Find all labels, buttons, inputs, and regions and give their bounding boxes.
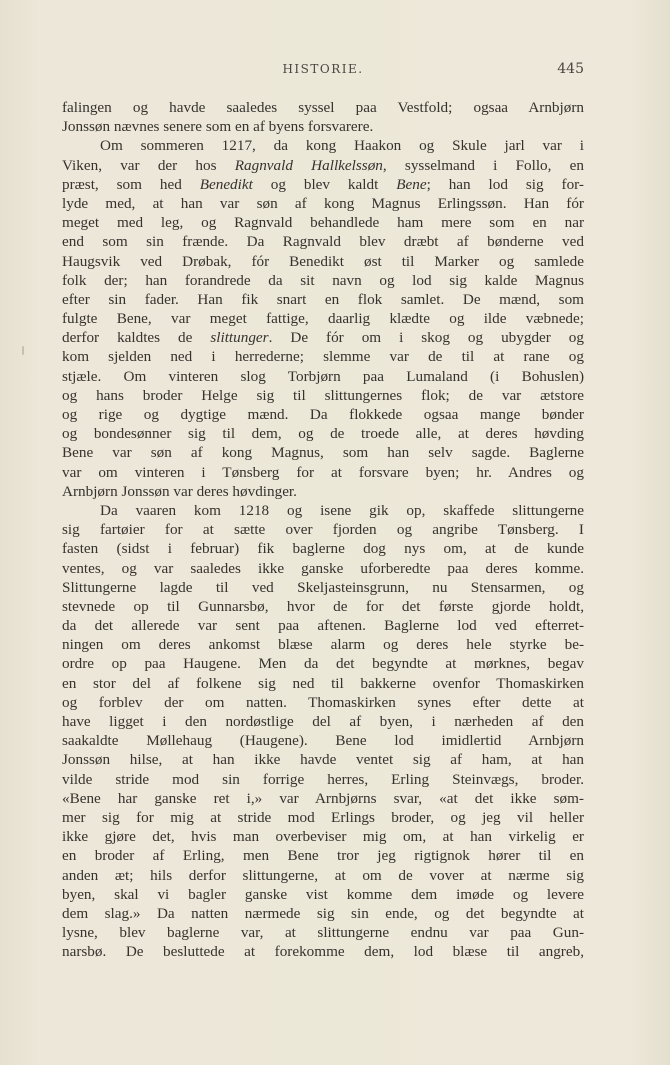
text-line: «Bene har ganske ret i,» var Arnbjørns svar, «at det ikke søm- <box>62 789 584 807</box>
text-line: sig fartøier for at sætte over fjorden og angribe Tønsberg. I <box>62 521 584 539</box>
text-line: og rige og dygtige mænd. Da flokkede ogsaa mange bønder <box>62 406 584 423</box>
text-line: Arnbjørn Jonssøn var deres høvdinger. <box>62 482 297 500</box>
text-line: en broder af Erling, men Bene tror jeg rigtignok hører til en <box>62 847 584 865</box>
text-line: kom sjelden ned i herrederne; slemme var de til at rane og <box>62 348 584 366</box>
text-line: byen, skal vi bagler ganske vist komme dem imøde og levere <box>62 885 584 903</box>
text-line: præst, som hed Benedikt og blev kaldt Bene; han lod sig for- <box>62 175 584 193</box>
text-line: da det allerede var sent paa aftenen. Baglerne lod ved efterret- <box>62 617 584 635</box>
text-line: anden æt; hils derfor slittungerne, at om de vover at nærme sig <box>62 866 584 884</box>
text-line: Slittungerne lagde til ved Skeljasteinsgrunn, nu Stensarmen, og <box>62 578 584 596</box>
text-line: stevnede op til Gunnarsbø, hvor de for det første gjorde holdt, <box>62 597 584 615</box>
text-line: fasten (sidst i februar) fik baglerne dog nys om, at de kunde <box>62 540 584 558</box>
text-line: vilde stride mod sin forrige herres, Erling Steinvægs, broder. <box>62 770 584 788</box>
text-line: en stor del af folkene sig ned til bakkerne ovenfor Thomaskirken <box>62 674 584 692</box>
text-line: og forblev der om natten. Thomaskirken synes efter dette at <box>62 693 584 711</box>
text-line: have ligget i den nordøstlige del af byen, i nærheden af den <box>62 713 584 730</box>
text-line: og hans broder Helge sig til slittungernes flok; de var ætstore <box>62 386 584 404</box>
text-line: folk der; han forandrede da sit navn og lod sig kalde Magnus <box>62 271 584 289</box>
page-header <box>62 62 584 82</box>
text-line: narsbø. De besluttede at forekomme dem, lod blæse til angreb, <box>62 943 584 961</box>
text-line: lysne, blev baglerne var, at slittungerne endnu var paa Gun- <box>62 924 584 942</box>
text-line: dem slag.» Da natten nærmede sig sin ende, og det begyndte at <box>62 904 584 922</box>
text-line: og bondesønner sig til dem, og de troede alle, at deres høvding <box>62 425 584 443</box>
text-line: fulgte Bene, var meget fattige, daarlig klædte og ilde væbnede; <box>62 310 584 328</box>
body-text <box>62 98 584 961</box>
text-line: ikke gjøre det, hvis man overbeviser mig om, at han virkelig er <box>62 828 584 846</box>
text-line: Jonssøn hilse, at han ikke havde ventet sig af ham, at han <box>62 751 584 769</box>
text-line: falingen og havde saaledes syssel paa Vestfold; ogsaa Arnbjørn <box>62 99 584 116</box>
text-line: Om sommeren 1217, da kong Haakon og Skule jarl var i <box>100 137 584 155</box>
text-line: saakaldte Møllehaug (Haugene). Bene lod imidlertid Arnbjørn <box>62 732 584 750</box>
text-line: ventes, og var saaledes ikke ganske uforberedte paa deres komme. <box>62 559 584 577</box>
text-line: Bene var søn af kong Magnus, som han selv sagde. Baglerne <box>62 444 584 462</box>
text-line: lyde med, at han var søn af kong Magnus Erlingssøn. Han fór <box>62 194 584 212</box>
text-line: Viken, var der hos Ragnvald Hallkelssøn, sysselmand i Follo, en <box>62 156 585 174</box>
text-line: meget med leg, og Ragnvald behandlede ham mere som en nar <box>62 214 584 232</box>
text-line: Da vaaren kom 1218 og isene gik op, skaffede slittungerne <box>100 501 584 519</box>
page-number: 445 <box>557 61 584 77</box>
text-line: mer sig for mig at stride mod Erlings broder, og jeg vil heller <box>62 808 584 826</box>
text-line: end som sin frænde. Da Ragnvald blev dræbt af bønderne ved <box>62 233 584 251</box>
margin-mark <box>22 346 24 355</box>
text-line: Haugsvik ved Drøbak, fór Benedikt øst til Marker og samlede <box>62 252 584 270</box>
text-line: efter sin fader. Han fik snart en flok samlet. De mænd, som <box>62 290 584 308</box>
running-title: HISTORIE. <box>282 62 364 76</box>
text-line: stjæle. Om vinteren slog Torbjørn paa Lumaland (i Bohuslen) <box>62 367 584 385</box>
text-line: var om vinteren i Tønsberg for at forsvare byen; hr. Andres og <box>62 463 584 481</box>
text-line: derfor kaldtes de slittunger. De fór om i skog og ubygder og <box>62 329 584 347</box>
text-line: Jonssøn nævnes senere som en af byens forsvarere. <box>62 118 374 136</box>
text-line: ningen om deres ankomst blæse alarm og deres hele styrke be- <box>62 636 584 654</box>
text-line: ordre op paa Haugene. Men da det begyndte at mørknes, begav <box>62 655 584 673</box>
